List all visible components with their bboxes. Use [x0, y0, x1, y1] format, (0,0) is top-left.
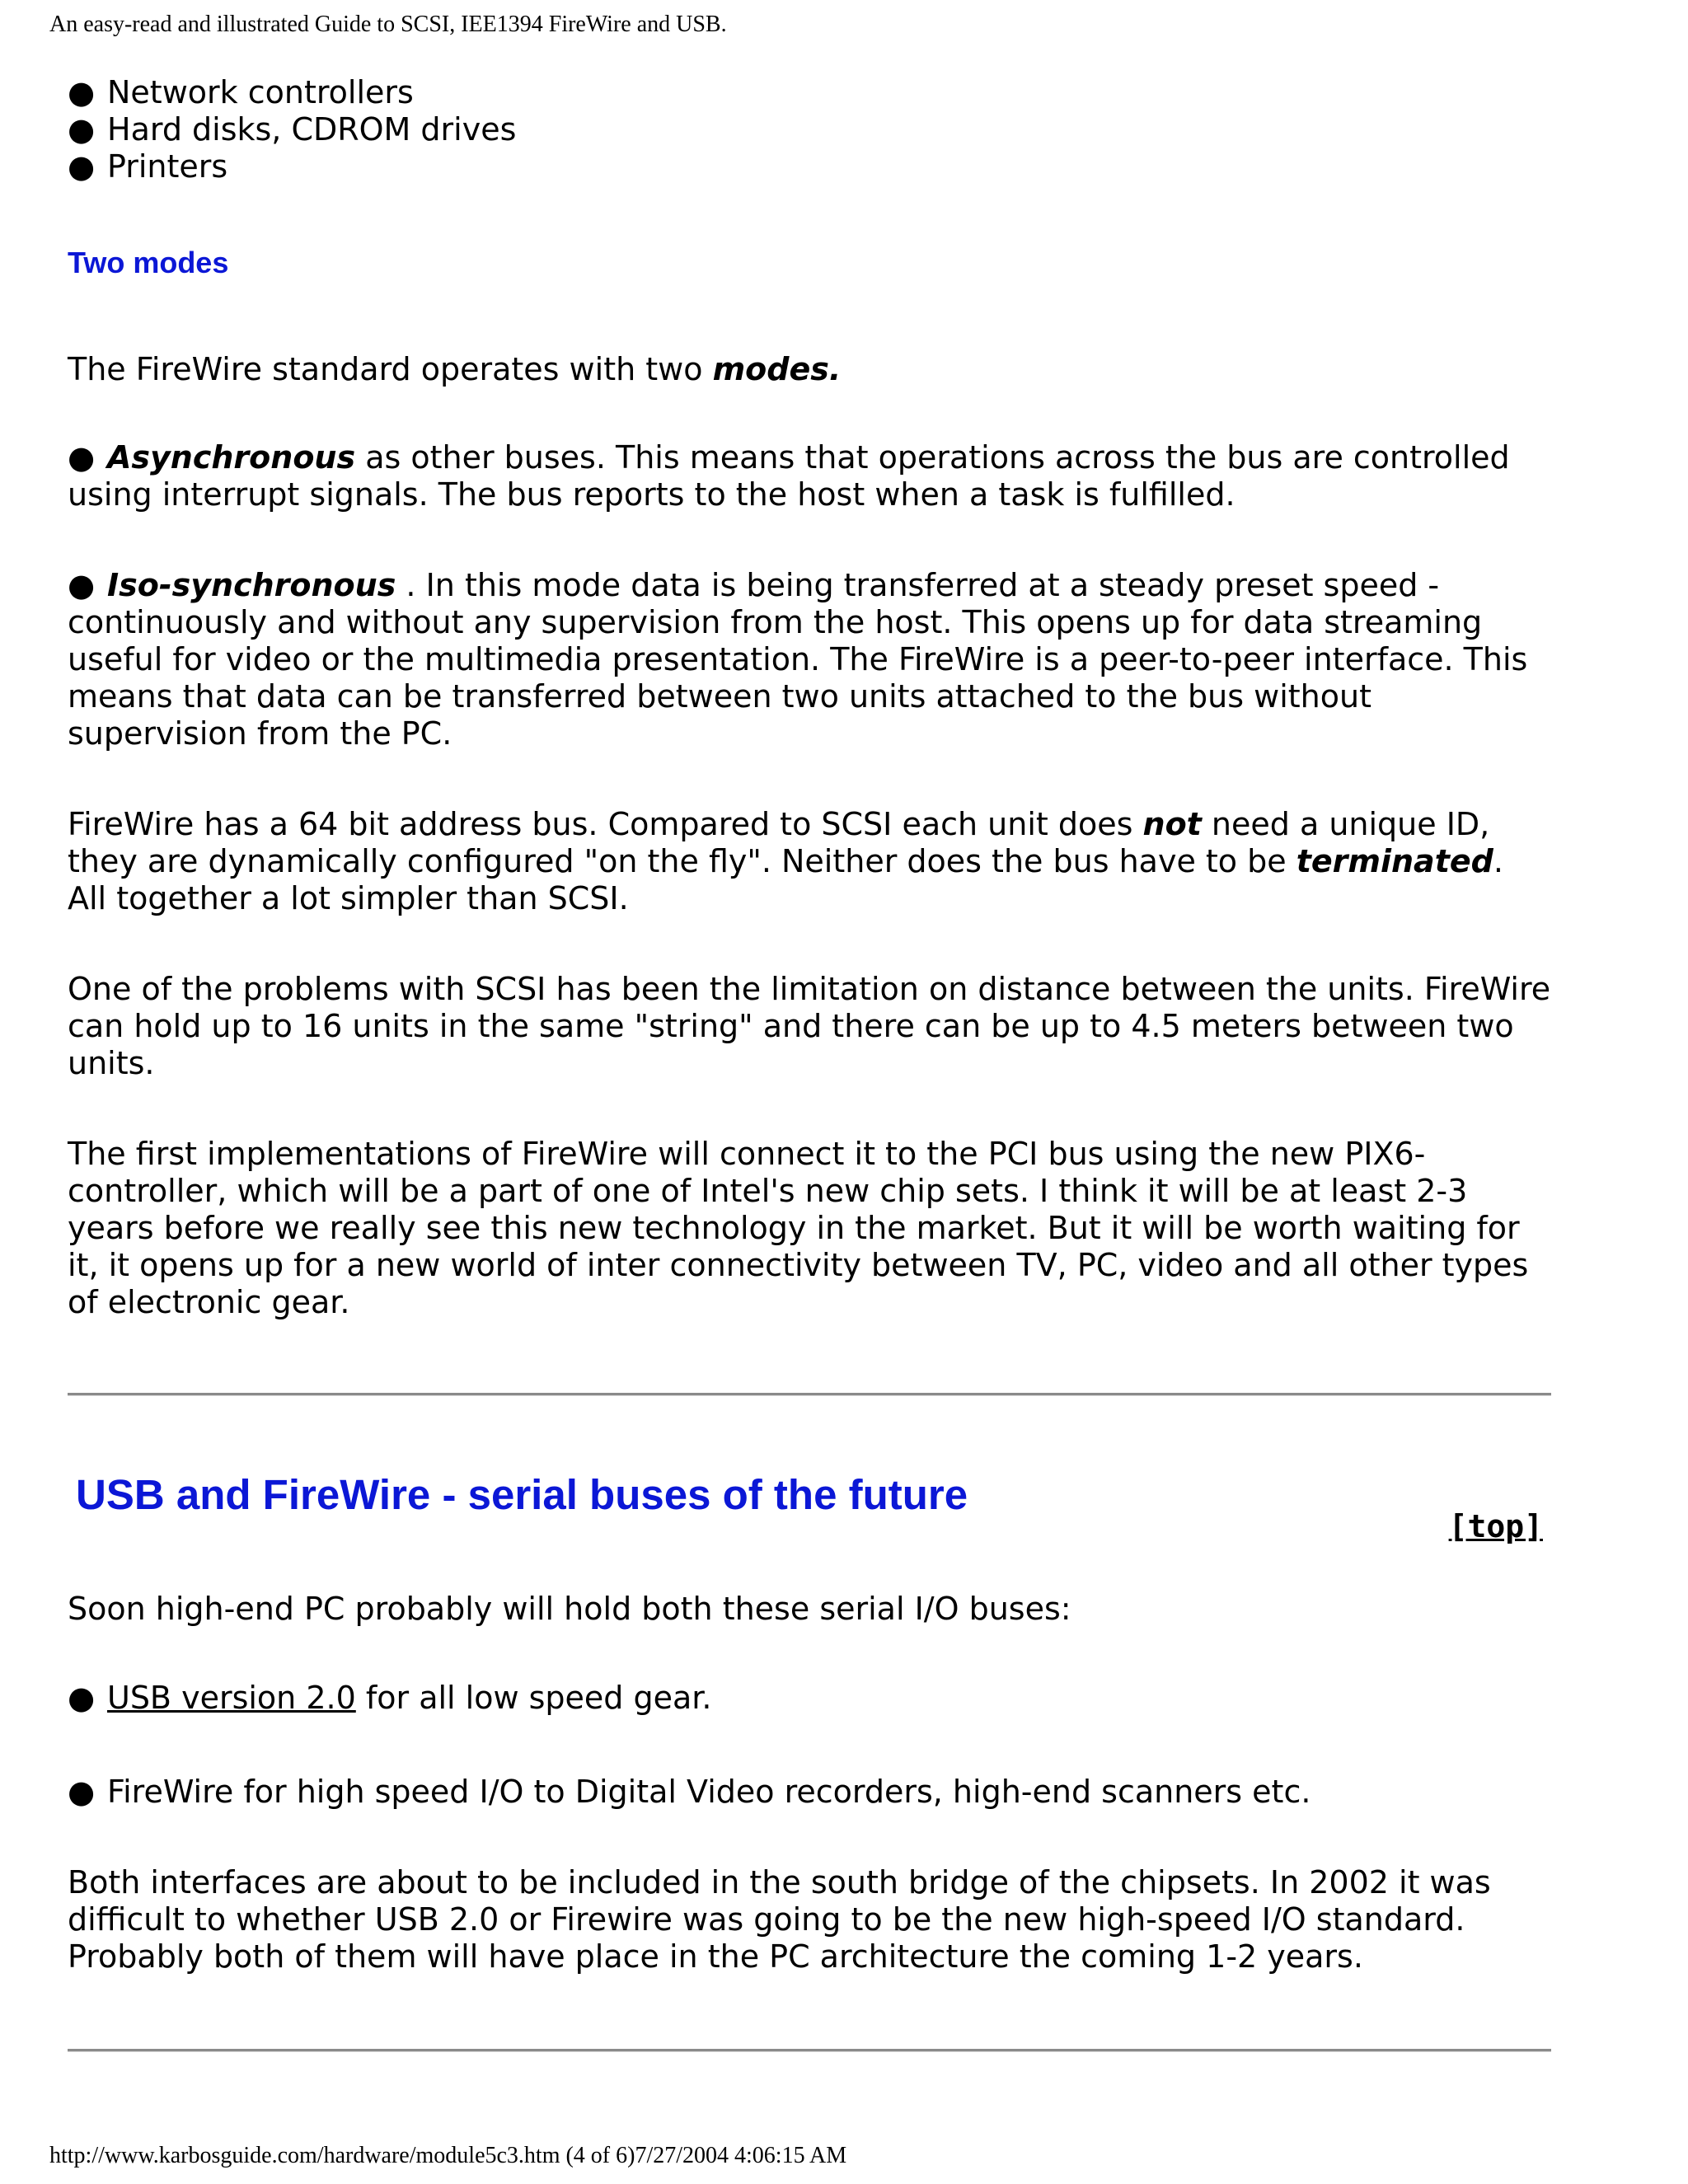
bullet-icon: ●: [68, 1774, 96, 1810]
bullet-icon: ●: [68, 74, 96, 110]
print-footer: http://www.karbosguide.com/hardware/module5c3.htm (4 of 6)7/27/2004 4:06:15 AM: [49, 2143, 847, 2168]
address-bus-paragraph: FireWire has a 64 bit address bus. Compared to SCSI each unit does not need a unique ID, they are dynamically configured "on the fly". Neither does the bus have to be terminated. All together a lot simpler than SCSI.: [68, 806, 1503, 916]
asynchronous-item: ● Asynchronous as other buses. This means that operations across the bus are controlled using interrupt signals. The bus reports to the host when a task is fulfilled.: [68, 439, 1510, 513]
bullet-icon: ●: [68, 148, 96, 185]
top-link[interactable]: [top]: [1448, 1508, 1543, 1544]
bullet-icon: ●: [68, 111, 96, 148]
list-item: ● Printers: [68, 148, 228, 185]
section-divider: [68, 2049, 1551, 2052]
print-header: An easy-read and illustrated Guide to SCSI, IEE1394 FireWire and USB.: [49, 12, 727, 37]
bullet-icon: ●: [68, 439, 96, 476]
future-section-heading: USB and FireWire - serial buses of the future: [76, 1471, 968, 1518]
distance-paragraph: One of the problems with SCSI has been the limitation on distance between the units. FireWire can hold up to 16 units in the same "string" and there can be up to 4.5 meters between two units.: [68, 971, 1551, 1081]
top-link-row: [68, 1508, 1551, 1545]
firewire-item: ● FireWire for high speed I/O to Digital Video recorders, high-end scanners etc.: [68, 1774, 1311, 1810]
usb-item: ● USB version 2.0 for all low speed gear.: [68, 1680, 712, 1716]
usb-version-link[interactable]: USB version 2.0: [107, 1680, 356, 1716]
list-item: ● Hard disks, CDROM drives: [68, 111, 517, 148]
modes-intro-paragraph: The FireWire standard operates with two modes.: [68, 351, 842, 387]
implementation-paragraph: The first implementations of FireWire will connect it to the PCI bus using the new PIX6-controller, which will be a part of one of Intel's new chip sets. I think it will be at least 2-3 years before we really see this new technology in the market. But it will be worth waiting for it, it opens up for a new world of inter connectivity between TV, PC, video and all other types of electronic gear.: [68, 1136, 1529, 1320]
bullet-icon: ●: [68, 567, 96, 603]
device-list: [68, 74, 1551, 185]
two-modes-heading: Two modes: [68, 246, 229, 279]
isosynchronous-item: ● Iso-synchronous . In this mode data is being transferred at a steady preset speed - continuously and without any supervision from the host. This opens up for data streaming useful for video or the multimedia presentation. The FireWire is a peer-to-peer interface. This means that data can be transferred between two units attached to the bus without supervision from the PC.: [68, 567, 1528, 752]
future-intro-paragraph: Soon high-end PC probably will hold both these serial I/O buses:: [68, 1591, 1071, 1627]
closing-paragraph: Both interfaces are about to be included in the south bridge of the chipsets. In 2002 it was difficult to whether USB 2.0 or Firewire was going to be the new high-speed I/O standard. Probably both of them will have place in the PC architecture the coming 1-2 years.: [68, 1864, 1491, 1975]
section-divider: [68, 1393, 1551, 1396]
bullet-icon: ●: [68, 1680, 96, 1716]
list-item: ● Network controllers: [68, 74, 414, 110]
